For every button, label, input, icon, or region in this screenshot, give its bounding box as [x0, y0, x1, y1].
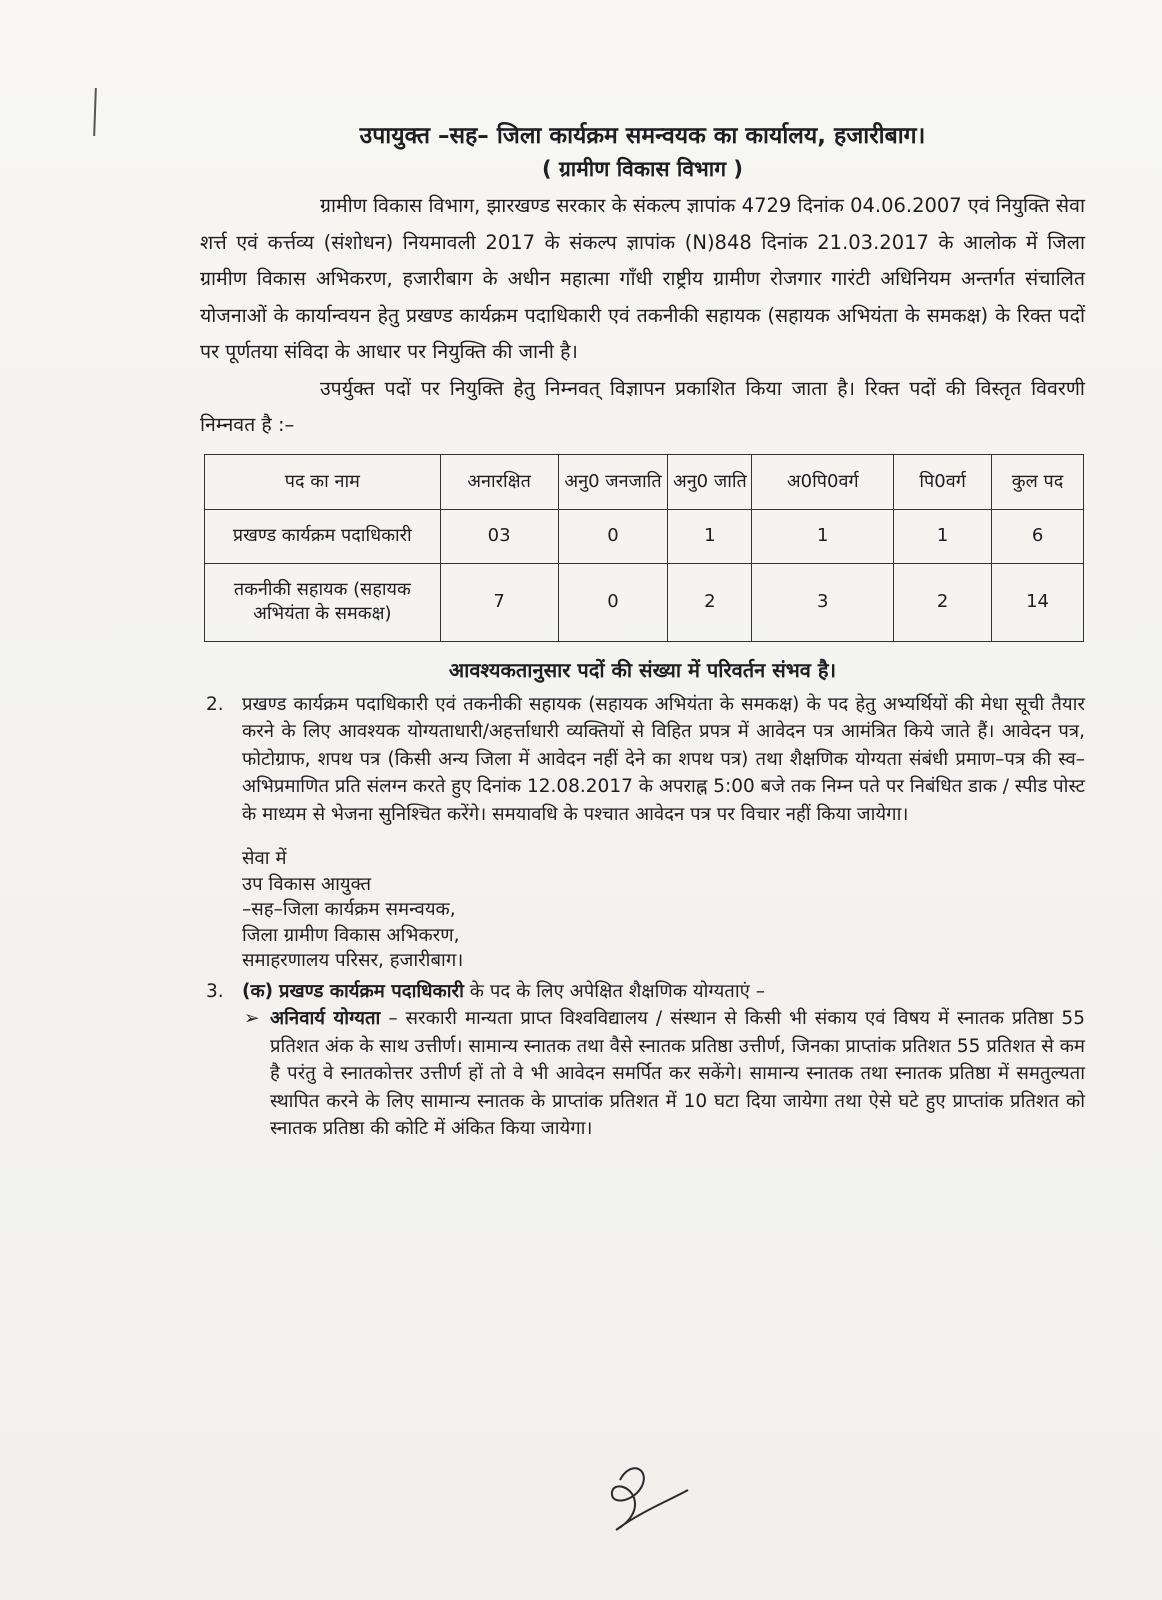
post-name-cell: तकनीकी सहायक (सहायक अभियंता के समकक्ष)	[205, 563, 441, 641]
post-name-cell: प्रखण्ड कार्यक्रम पदाधिकारी	[205, 509, 441, 563]
department-subtitle: ( ग्रामीण विकास विभाग )	[542, 157, 743, 181]
mandatory-qualification	[200, 1005, 1085, 1143]
table-header: पि0वर्ग	[894, 454, 992, 509]
table-cell: 0	[558, 563, 668, 641]
bullet-text: – सरकारी मान्यता प्राप्त विश्वविद्यालय / संस्थान से किसी भी संकाय एवं विषय में स्नातक प्रतिष्ठा 55 प्रतिशत अंक के साथ उत्तीर्ण। सामान्य स्नातक तथा वैसे स्नातक प्रतिष्ठा उत्तीर्ण, जिनका प्राप्तांक प्रतिशत 55 प्रतिशत से कम है परंतु वे स्नातकोत्तर उत्तीर्ण हों तो वे भी आवेदन समर्पित कर सकेंगे। सामान्य स्नातक तथा स्नातक प्रतिष्ठा में समतुल्यता स्थापित करने के लिए सामान्य स्नातक के प्राप्तांक प्रतिशत में 10 घटा दिया जायेगा तथा ऐसे घटे हुए प्राप्तांक प्रतिशत को स्नातक प्रतिष्ठा की कोटि में अंकित किया जायेगा।	[270, 1008, 1085, 1139]
section-2	[200, 691, 1085, 829]
table-header: अनारक्षित	[440, 454, 558, 509]
table-cell: 3	[752, 563, 894, 641]
section-3-post: प्रखण्ड कार्यक्रम पदाधिकारी	[279, 980, 464, 1002]
vacancy-table	[204, 454, 1084, 642]
address-line: सेवा में	[242, 848, 287, 869]
margin-mark	[93, 88, 97, 136]
address-line: उप विकास आयुक्त	[242, 873, 372, 895]
section-number: 2.	[206, 693, 224, 715]
address-line: –सह–जिला कार्यक्रम समन्वयक,	[242, 899, 456, 920]
intro-paragraph-2: उपर्युक्त पदों पर नियुक्ति हेतु निम्नवत् विज्ञापन प्रकाशित किया जाता है। रिक्त पदों की विस्तृत विवरणी निम्नवत है :–	[200, 376, 1085, 436]
table-cell: 2	[894, 563, 992, 641]
table-header: अनु0 जाति	[668, 454, 752, 509]
section-number: 3.	[206, 980, 224, 1002]
address-block	[200, 846, 1085, 974]
table-cell: 1	[752, 509, 894, 563]
table-cell: 03	[440, 509, 558, 563]
section-3-rest: के पद के लिए अपेक्षित शैक्षणिक योग्यताएं –	[469, 980, 766, 1002]
bullet-title: अनिवार्य योग्यता	[270, 1008, 381, 1029]
section-3-prefix: (क)	[242, 980, 274, 1002]
table-header: अ0पि0वर्ग	[752, 454, 894, 509]
table-cell: 1	[894, 509, 992, 563]
signature-scribble	[590, 1450, 700, 1560]
change-note: आवश्यकतानुसार पदों की संख्या में परिवर्तन संभव है।	[448, 657, 837, 682]
table-cell: 2	[668, 563, 752, 641]
address-line: समाहरणालय परिसर, हजारीबाग।	[242, 950, 464, 971]
table-cell: 7	[440, 563, 558, 641]
address-line: जिला ग्रामीण विकास अभिकरण,	[242, 924, 460, 946]
office-title: उपायुक्त –सह– जिला कार्यक्रम समन्वयक का कार्यालय, हजारीबाग।	[359, 123, 926, 149]
table-row	[205, 509, 1084, 563]
table-header: कुल पद	[992, 454, 1084, 509]
table-row	[205, 563, 1084, 641]
arrow-bullet-icon: ➢	[244, 1008, 260, 1029]
intro-paragraph-1: ग्रामीण विकास विभाग, झारखण्ड सरकार के संकल्प ज्ञापांक 4729 दिनांक 04.06.2007 एवं नियुक्ति सेवा शर्त्त एवं कर्त्तव्य (संशोधन) नियमावली 2017 के संकल्प ज्ञापांक (N)848 दिनांक 21.03.2017 के आलोक में जिला ग्रामीण विकास अभिकरण, हजारीबाग के अधीन महात्मा गाँधी राष्ट्रीय ग्रामीण रोजगार गारंटी अधिनियम अन्तर्गत संचालित योजनाओं के कार्यान्वयन हेतु प्रखण्ड कार्यक्रम पदाधिकारी एवं तकनीकी सहायक (सहायक अभियंता के समकक्ष) के रिक्त पदों पर पूर्णतया संविदा के आधार पर नियुक्ति की जानी है।	[200, 194, 1085, 363]
table-cell: 0	[558, 509, 668, 563]
table-cell: 14	[992, 563, 1084, 641]
document-content	[200, 120, 1085, 1143]
table-header: पद का नाम	[205, 454, 441, 509]
table-header: अनु0 जनजाति	[558, 454, 668, 509]
table-cell: 1	[668, 509, 752, 563]
section-3	[200, 978, 1085, 1006]
table-header-row	[205, 454, 1084, 509]
section-2-text: प्रखण्ड कार्यक्रम पदाधिकारी एवं तकनीकी सहायक (सहायक अभियंता के समकक्ष) के पद हेतु अभ्यर्थियों की मेधा सूची तैयार करने के लिए आवश्यक योग्यताधारी/अहर्त्ताधारी व्यक्तियों से विहित प्रपत्र में आवेदन पत्र आमंत्रित किये जाते हैं। आवेदन पत्र, फोटोग्राफ, शपथ पत्र (किसी अन्य जिला में आवेदन नहीं देने का शपथ पत्र) तथा शैक्षणिक योग्यता संबंधी प्रमाण–पत्र की स्व–अभिप्रमाणित प्रति संलग्न करते हुए दिनांक 12.08.2017 के अपराह्न 5:00 बजे तक निम्न पते पर निबंधित डाक / स्पीड पोस्ट के माध्यम से भेजना सुनिश्चित करेंगे। समयावधि के पश्चात आवेदन पत्र पर विचार नहीं किया जायेगा।	[242, 693, 1085, 825]
table-cell: 6	[992, 509, 1084, 563]
